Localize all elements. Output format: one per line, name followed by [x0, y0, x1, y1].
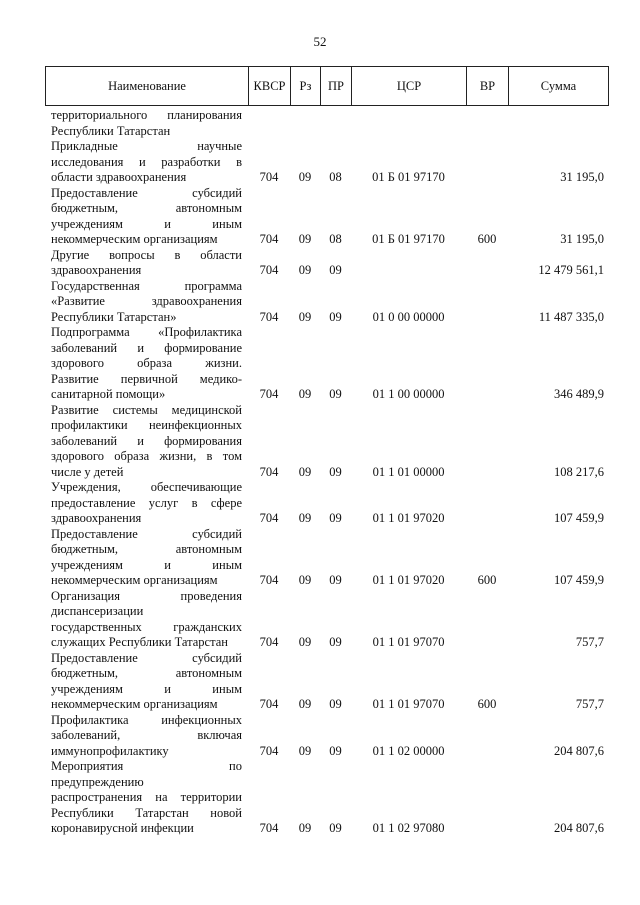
row-rz: 09 — [298, 387, 312, 401]
row-name-line: предоставление услуг в сфере — [51, 495, 242, 510]
row-csr: 01 1 02 97080 — [372, 821, 445, 835]
row-name-line: здорового образа жизни. — [51, 356, 242, 370]
row-csr: 01 1 01 97070 — [372, 635, 445, 649]
row-pr: 09 — [329, 697, 342, 711]
table-row — [45, 527, 609, 589]
header-pr: ПР — [321, 67, 352, 105]
table-row — [45, 325, 609, 403]
row-name-line: территориального планирования — [51, 108, 242, 122]
row-name-line: некоммерческим организациям — [51, 573, 218, 587]
row-name — [45, 713, 248, 760]
row-name-line: здравоохранения — [51, 511, 142, 525]
row-kvsr: 704 — [259, 573, 279, 587]
page-number: 52 — [313, 34, 327, 49]
row-name-line: учреждениям и иным — [51, 681, 242, 696]
header-rz: Рз — [291, 67, 321, 105]
table-row — [45, 248, 609, 279]
row-kvsr: 704 — [259, 464, 279, 479]
row-name-line: Предоставление субсидий — [51, 526, 242, 541]
row-sum: 31 195,0 — [560, 232, 604, 246]
row-name-line: Развитие первичной медико- — [51, 371, 242, 386]
row-name-line: профилактики неинфекционных — [51, 418, 242, 432]
row-csr: 01 Б 01 97170 — [372, 232, 445, 246]
row-pr: 09 — [329, 263, 342, 277]
row-sum: 107 459,9 — [554, 511, 604, 525]
row-csr: 01 0 00 00000 — [372, 309, 445, 324]
row-name-line: некоммерческим организациям — [51, 232, 218, 246]
row-name-line: Государственная программа — [51, 278, 242, 293]
row-csr: 01 1 02 00000 — [372, 743, 445, 758]
row-rz: 09 — [298, 232, 312, 246]
row-name-line: здравоохранения — [51, 263, 142, 277]
row-csr: 01 1 01 00000 — [372, 464, 445, 479]
row-csr: 01 1 00 00000 — [372, 387, 445, 401]
row-kvsr: 704 — [259, 511, 279, 525]
table-row — [45, 139, 609, 186]
row-name-line: служащих Республики Татарстан — [51, 635, 228, 649]
row-kvsr: 704 — [259, 387, 279, 401]
header-name: Наименование — [46, 67, 249, 105]
row-name — [45, 403, 248, 481]
row-csr: 01 1 01 97020 — [372, 573, 445, 587]
table-row — [45, 651, 609, 713]
row-name — [45, 139, 248, 186]
row-name-line: Республики Татарстан — [51, 123, 171, 138]
row-csr: 01 Б 01 97170 — [372, 170, 445, 184]
row-name-line: числе у детей — [51, 464, 124, 479]
row-name — [45, 589, 248, 651]
row-vr: 600 — [477, 232, 497, 246]
row-name-line: бюджетным, автономным — [51, 666, 242, 680]
row-name-line: Предоставление субсидий — [51, 185, 242, 200]
header-vr: ВР — [467, 67, 509, 105]
row-name-line: заболеваний и формирование — [51, 340, 242, 355]
row-name-line: Подпрограмма «Профилактика — [51, 325, 242, 339]
row-name — [45, 759, 248, 837]
row-name-line: здорового образа жизни, в том — [51, 449, 242, 463]
row-name-line: Развитие системы медицинской — [51, 402, 242, 417]
table-row — [45, 480, 609, 527]
row-pr: 09 — [329, 309, 342, 324]
table-row — [45, 186, 609, 248]
row-name-line: исследования и разработки в — [51, 154, 242, 169]
row-kvsr: 704 — [259, 635, 279, 649]
row-name-line: области здравоохранения — [51, 170, 187, 184]
row-name-line: Другие вопросы в области — [51, 247, 242, 262]
row-sum: 107 459,9 — [554, 573, 604, 587]
row-rz: 09 — [298, 263, 312, 277]
row-sum: 31 195,0 — [560, 170, 604, 184]
row-name — [45, 651, 248, 713]
table-row — [45, 108, 609, 139]
row-rz: 09 — [298, 821, 312, 835]
row-kvsr: 704 — [259, 232, 279, 246]
row-name-line: бюджетным, автономным — [51, 201, 242, 215]
row-name-line: санитарной помощи» — [51, 387, 166, 401]
row-name-line: предупреждению — [51, 774, 144, 789]
row-pr: 09 — [329, 821, 342, 835]
row-pr: 08 — [329, 170, 342, 184]
row-pr: 09 — [329, 635, 342, 649]
row-sum: 12 479 561,1 — [538, 263, 604, 277]
row-rz: 09 — [298, 170, 312, 184]
row-rz: 09 — [298, 697, 312, 711]
row-pr: 08 — [329, 232, 342, 246]
row-kvsr: 704 — [259, 821, 279, 835]
row-name — [45, 186, 248, 248]
row-sum: 204 807,6 — [554, 743, 604, 758]
row-vr: 600 — [477, 573, 497, 587]
row-pr: 09 — [329, 573, 342, 587]
row-sum: 757,7 — [575, 635, 604, 649]
row-name — [45, 527, 248, 589]
header-sum: Сумма — [540, 78, 577, 93]
row-name — [45, 279, 248, 326]
row-name-line: коронавирусной инфекции — [51, 821, 194, 835]
row-name-line: государственных гражданских — [51, 619, 242, 634]
row-name-line: Профилактика инфекционных — [51, 712, 242, 727]
row-sum: 204 807,6 — [554, 821, 604, 835]
row-name-line: иммунопрофилактику — [51, 743, 169, 758]
row-sum: 757,7 — [575, 697, 604, 711]
row-rz: 09 — [298, 743, 312, 758]
row-name-line: распространения на территории — [51, 790, 242, 804]
row-sum: 11 487 335,0 — [538, 309, 604, 324]
table-row — [45, 589, 609, 651]
row-rz: 09 — [298, 573, 312, 587]
row-kvsr: 704 — [259, 309, 279, 324]
row-name — [45, 325, 248, 403]
row-name-line: диспансеризации — [51, 604, 144, 618]
header-csr: ЦСР — [352, 67, 467, 105]
row-vr: 600 — [477, 697, 497, 711]
row-sum: 346 489,9 — [554, 387, 604, 401]
row-rz: 09 — [298, 464, 312, 479]
row-name — [45, 248, 248, 279]
row-rz: 09 — [298, 511, 312, 525]
row-name-line: Республики Татарстан» — [51, 309, 177, 324]
table-row — [45, 713, 609, 760]
row-rz: 09 — [298, 635, 312, 649]
row-name-line: Мероприятия по — [51, 759, 242, 773]
table-row — [45, 759, 609, 837]
row-kvsr: 704 — [259, 263, 279, 277]
row-csr: 01 1 01 97070 — [372, 697, 445, 711]
row-pr: 09 — [329, 511, 342, 525]
row-name-line: Предоставление субсидий — [51, 650, 242, 665]
row-csr: 01 1 01 97020 — [372, 511, 445, 525]
row-rz: 09 — [298, 309, 312, 324]
table-row — [45, 279, 609, 326]
row-pr: 09 — [329, 464, 342, 479]
row-pr: 09 — [329, 743, 342, 758]
row-name-line: Организация проведения — [51, 588, 242, 603]
row-kvsr: 704 — [259, 743, 279, 758]
table-body — [45, 108, 609, 837]
row-pr: 09 — [329, 387, 342, 401]
row-name-line: некоммерческим организациям — [51, 697, 218, 711]
row-sum: 108 217,6 — [554, 464, 604, 479]
row-name-line: Учреждения, обеспечивающие — [51, 480, 242, 494]
row-name-line: учреждениям и иным — [51, 216, 242, 231]
row-name-line: Республики Татарстан новой — [51, 805, 242, 820]
row-name-line: заболеваний, включая — [51, 728, 242, 742]
table-header — [45, 66, 609, 106]
table-row — [45, 403, 609, 481]
row-name-line: учреждениям и иным — [51, 557, 242, 572]
header-kvsr: КВСР — [249, 67, 291, 105]
row-kvsr: 704 — [259, 170, 279, 184]
row-name-line: бюджетным, автономным — [51, 542, 242, 556]
row-name-line: Прикладные научные — [51, 139, 242, 153]
row-name-line: «Развитие здравоохранения — [51, 294, 242, 308]
row-name-line: заболеваний и формирования — [51, 433, 242, 448]
row-kvsr: 704 — [259, 697, 279, 711]
row-name — [45, 108, 248, 139]
row-name — [45, 480, 248, 527]
